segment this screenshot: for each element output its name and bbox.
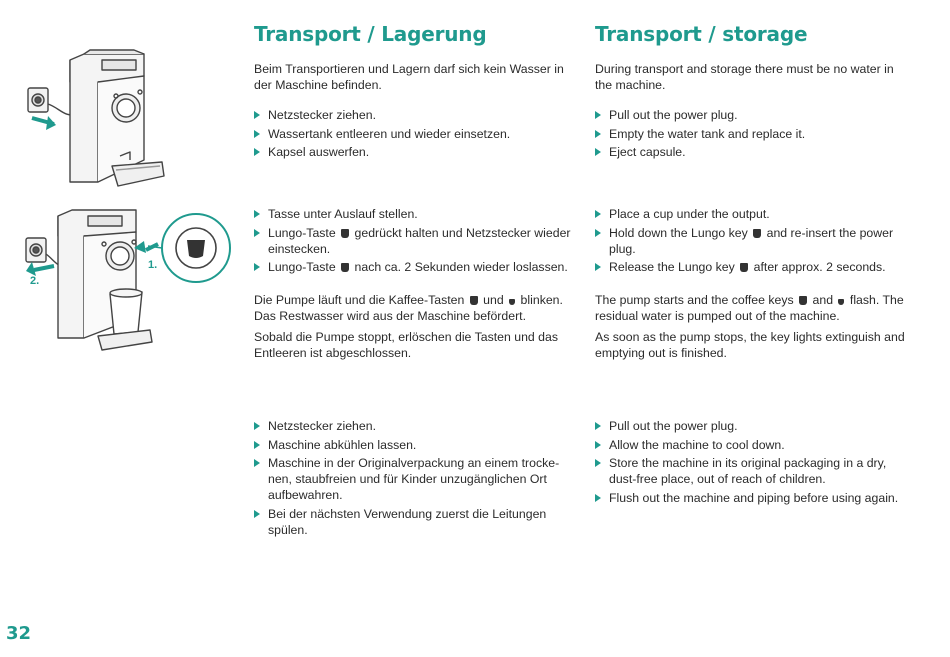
- bullet-triangle-icon: [254, 459, 260, 467]
- bullet-triangle-icon: [595, 148, 601, 156]
- stop-text-de: Sobald die Pumpe stoppt, erlöschen die Tasten und das Entleeren ist abgeschlossen.: [254, 330, 558, 360]
- bullet-triangle-icon: [595, 441, 601, 449]
- list-item: Netzstecker ziehen.: [254, 107, 574, 123]
- list-item: Place a cup under the output.: [595, 206, 913, 222]
- bullet-triangle-icon: [254, 210, 260, 218]
- list-item: Empty the water tank and replace it.: [595, 126, 913, 142]
- page-title-de: Transport / Lagerung: [254, 22, 487, 46]
- list-item: Maschine in der Originalverpackung an einem trocke-nen, staubfreien und für Kinder unzugänglichen Ort aufbewahren.: [254, 455, 574, 503]
- pump-text-de: Die Pumpe läuft und die Kaffee-Tasten und blinken. Das Restwasser wird aus der Maschine befördert.: [254, 293, 563, 323]
- page-title-en: Transport / storage: [595, 22, 808, 46]
- espresso-cup-icon: [509, 299, 515, 305]
- pump-text-en: The pump starts and the coffee keys and flash. The residual water is pumped out of the machine.: [595, 293, 904, 323]
- illustration-unplug-machine: [24, 48, 174, 198]
- list-drain-de: [254, 206, 574, 275]
- power-socket-icon: [28, 88, 48, 112]
- bullet-triangle-icon: [254, 148, 260, 156]
- lungo-cup-icon: [753, 229, 761, 238]
- list-item: Lungo-Taste nach ca. 2 Sekunden wieder loslassen.: [254, 259, 574, 275]
- stop-text-en: As soon as the pump stops, the key lights extinguish and emptying out is finished.: [595, 330, 905, 360]
- bullet-triangle-icon: [254, 111, 260, 119]
- lungo-cup-icon: [341, 229, 349, 238]
- step1-label: 1.: [148, 259, 158, 271]
- english-column: [595, 22, 913, 46]
- list-item: Hold down the Lungo key and re-insert the power plug.: [595, 225, 913, 257]
- list-item: Pull out the power plug.: [595, 107, 913, 123]
- page-number: 32: [6, 623, 32, 644]
- list-item: Tasse unter Auslauf stellen.: [254, 206, 574, 222]
- bullet-triangle-icon: [254, 229, 260, 237]
- bullet-triangle-icon: [595, 459, 601, 467]
- intro-en: During transport and storage there must be no water in the machine.: [595, 62, 894, 92]
- bullet-triangle-icon: [254, 263, 260, 271]
- lungo-cup-icon: [740, 263, 748, 272]
- bullet-triangle-icon: [595, 229, 601, 237]
- bullet-triangle-icon: [595, 422, 601, 430]
- list-store-de: [254, 418, 574, 538]
- list-item: Bei der nächsten Verwendung zuerst die Leitungen spülen.: [254, 506, 574, 538]
- bullet-triangle-icon: [595, 130, 601, 138]
- bullet-triangle-icon: [595, 111, 601, 119]
- step2-label: 2.: [30, 275, 40, 287]
- bullet-triangle-icon: [254, 441, 260, 449]
- bullet-triangle-icon: [595, 494, 601, 502]
- list-item: Wassertank entleeren und wieder einsetzen.: [254, 126, 574, 142]
- list-item: Release the Lungo key after approx. 2 seconds.: [595, 259, 913, 275]
- intro-de: Beim Transportieren und Lagern darf sich kein Wasser in der Maschine befinden.: [254, 62, 564, 92]
- german-column: [254, 22, 574, 46]
- bullet-triangle-icon: [254, 130, 260, 138]
- bullet-triangle-icon: [595, 210, 601, 218]
- list-drain-en: [595, 206, 913, 275]
- list-item: Eject capsule.: [595, 144, 913, 160]
- bullet-triangle-icon: [254, 510, 260, 518]
- list-item: Lungo-Taste gedrückt halten und Netzstecker wieder einstecken.: [254, 225, 574, 257]
- list-item: Kapsel auswerfen.: [254, 144, 574, 160]
- list-item: Store the machine in its original packaging in a dry, dust-free place, out of reach of children.: [595, 455, 913, 487]
- lungo-cup-icon: [799, 296, 807, 305]
- espresso-cup-icon: [838, 299, 844, 305]
- illustration-press-lungo-replug: [24, 208, 234, 358]
- list-item: Netzstecker ziehen.: [254, 418, 574, 434]
- list-item: Allow the machine to cool down.: [595, 437, 913, 453]
- list-item: Flush out the machine and piping before using again.: [595, 490, 913, 506]
- list-item: Pull out the power plug.: [595, 418, 913, 434]
- lungo-cup-icon: [470, 296, 478, 305]
- lungo-cup-icon: [341, 263, 349, 272]
- list-store-en: [595, 418, 913, 506]
- list-prepare-en: [595, 107, 913, 160]
- list-prepare-de: [254, 107, 574, 160]
- bullet-triangle-icon: [595, 263, 601, 271]
- list-item: Maschine abkühlen lassen.: [254, 437, 574, 453]
- bullet-triangle-icon: [254, 422, 260, 430]
